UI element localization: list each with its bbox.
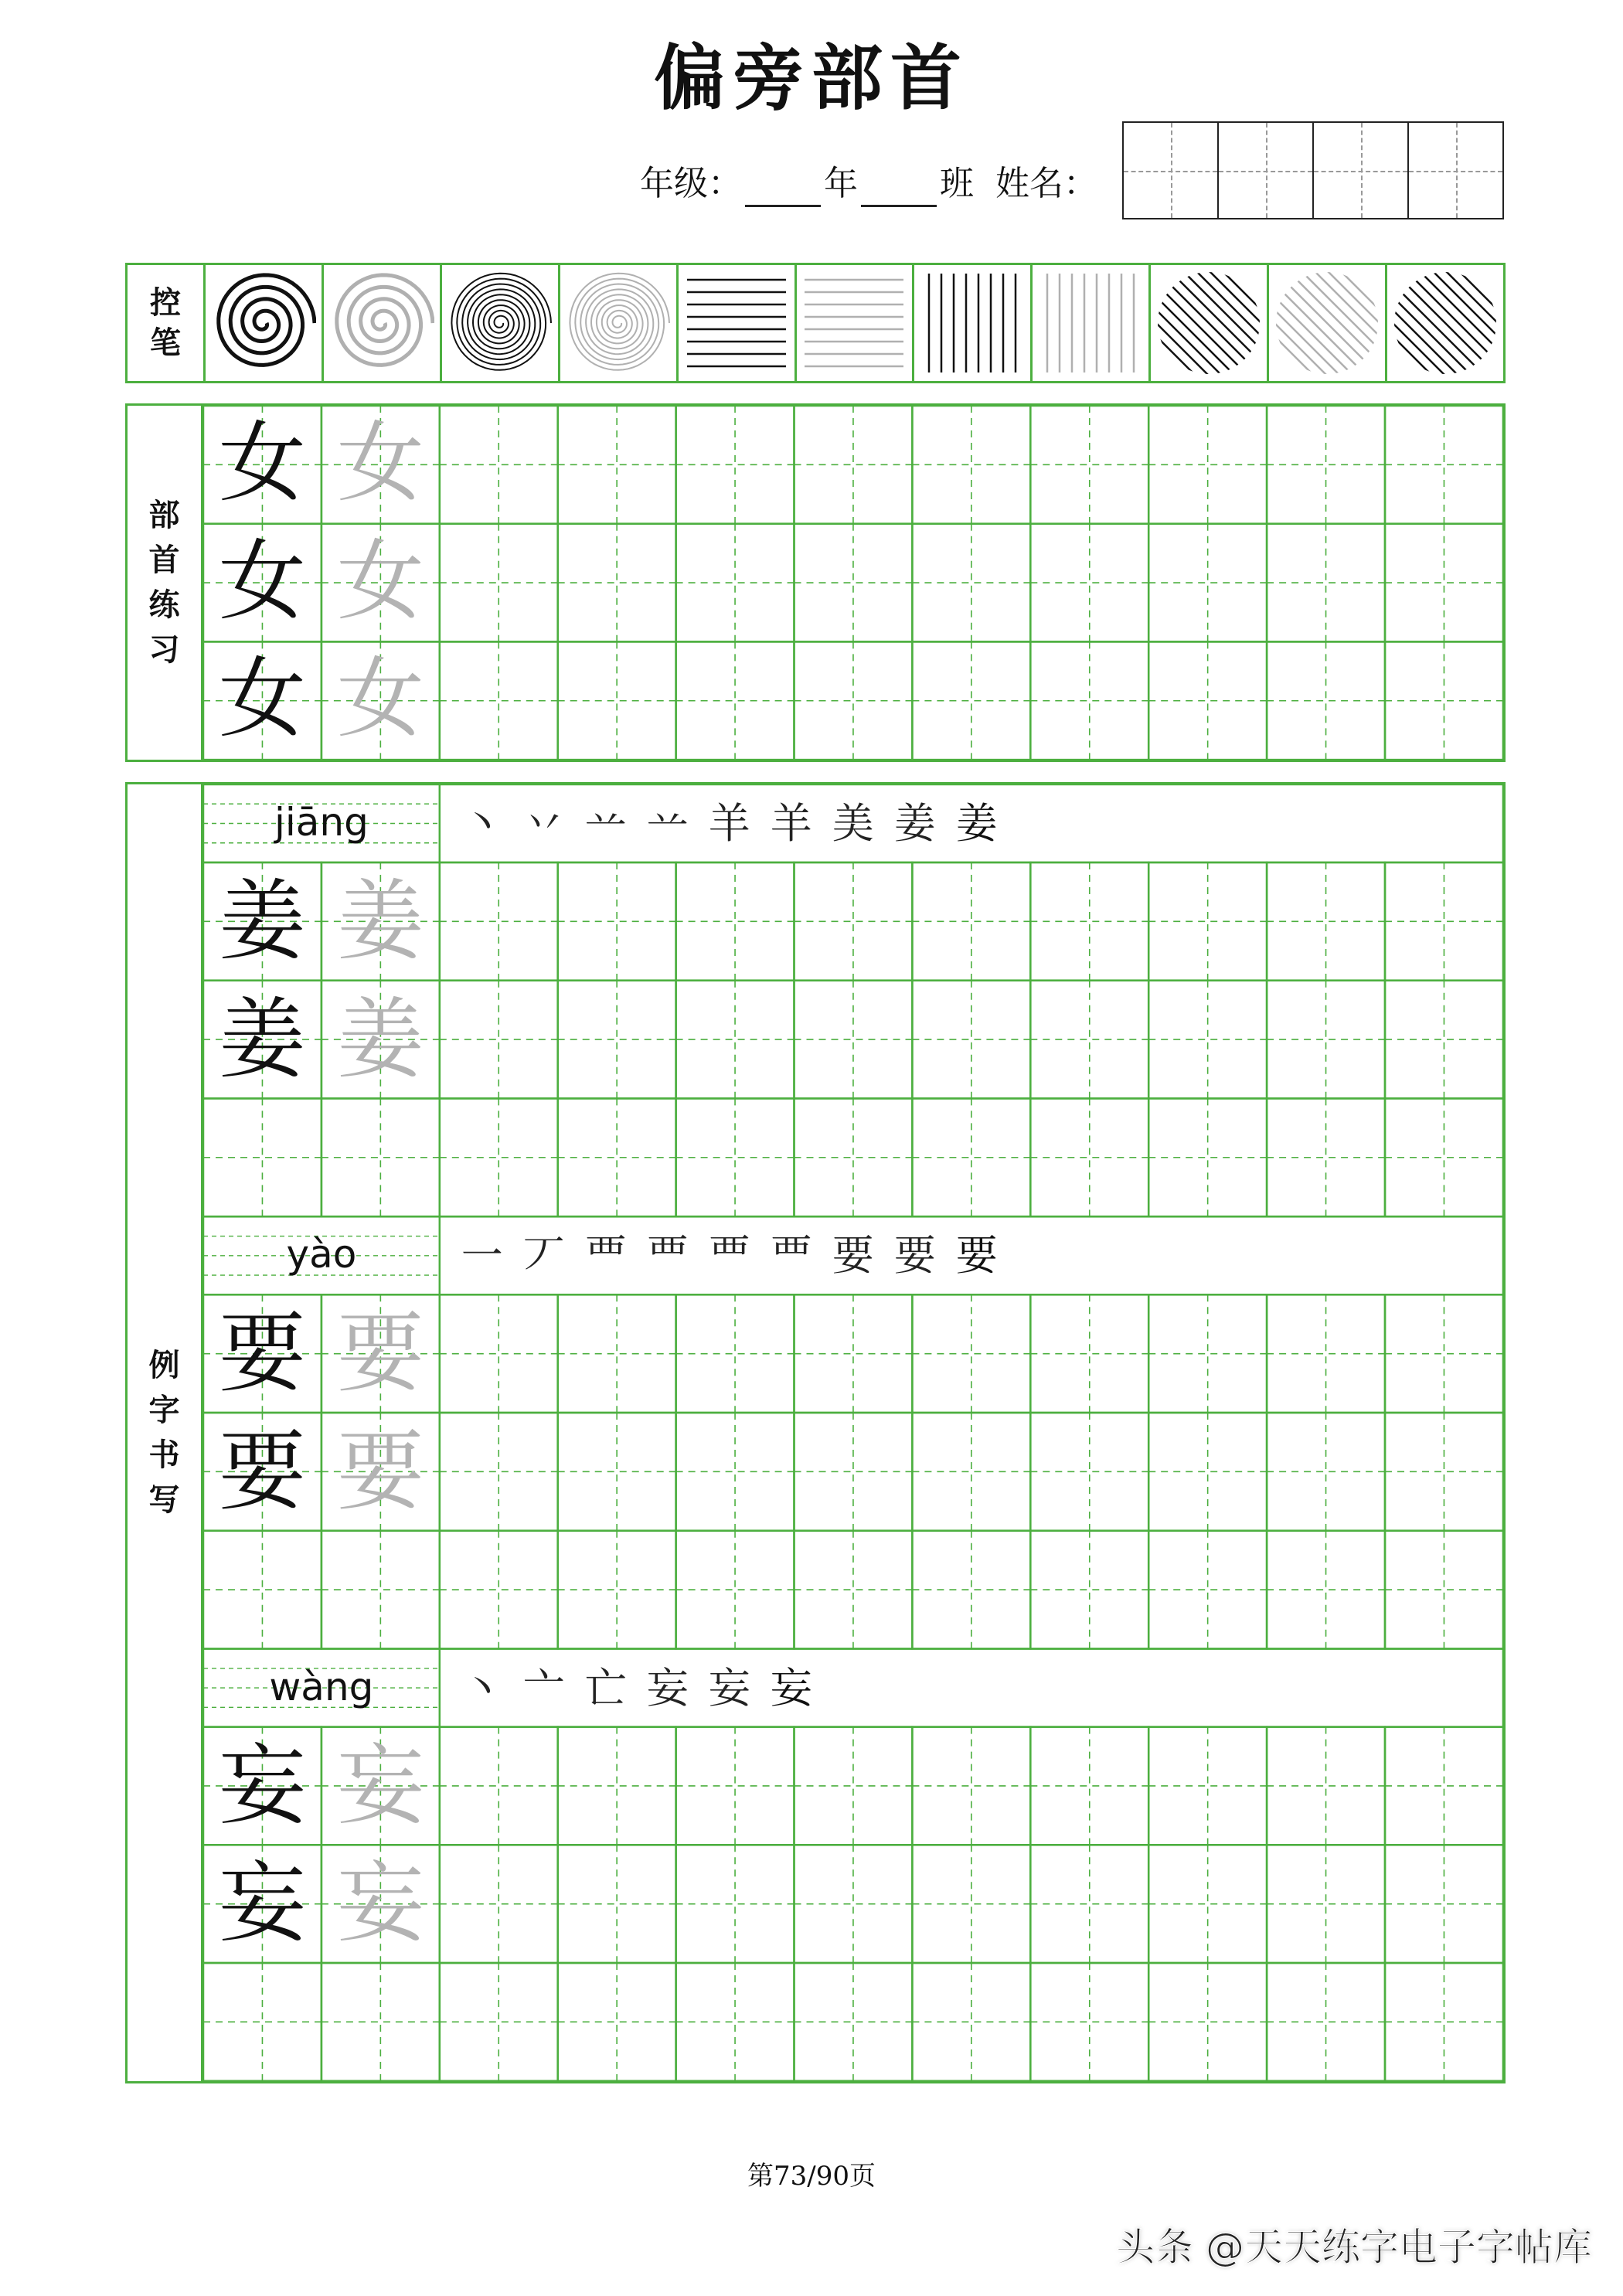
label-char: 首 [148, 542, 180, 578]
stroke-order-step: 亠 [522, 1663, 565, 1713]
stroke-order-step: 覀 [646, 1231, 689, 1281]
stroke-order-step: 覀 [708, 1231, 750, 1281]
pattern-spiral-thick-gray [324, 265, 442, 381]
pattern-spiral-thick-black [206, 265, 324, 381]
radical-practice-section [125, 403, 1506, 762]
label-char: 写 [148, 1481, 180, 1518]
radical-trace-char: 女 [336, 529, 424, 632]
stroke-order-step: 一 [461, 1231, 503, 1281]
trace-char: 要 [336, 1420, 424, 1522]
watermark: 头条 @天天练字电子字帖库 [1116, 2225, 1592, 2270]
label-char: 练 [148, 587, 180, 623]
pattern-spiral-thin-gray [560, 265, 679, 381]
radical-trace-char: 女 [336, 412, 424, 514]
stroke-order-step: 覀 [584, 1231, 627, 1281]
pattern-vertical-lines-gray [1033, 265, 1151, 381]
pen-control-label [128, 265, 206, 381]
trace-char: 要 [336, 1302, 424, 1405]
stroke-order-step: 妄 [708, 1663, 750, 1713]
grade-label: 年级： [640, 164, 742, 203]
stroke-order-step: 羊 [708, 799, 750, 848]
name-box[interactable] [1124, 123, 1219, 218]
label-char: 控 [150, 284, 181, 321]
model-char: 姜 [218, 988, 306, 1090]
label-char: 书 [148, 1437, 180, 1473]
name-box[interactable] [1314, 123, 1409, 218]
stroke-order-step: 姜 [955, 799, 998, 848]
stroke-order-step: 羊 [770, 799, 812, 848]
label-char: 笔 [150, 325, 181, 361]
trace-char: 姜 [336, 988, 424, 1090]
page-number: 第73/90页 [747, 2161, 876, 2192]
pattern-diagonal-lines-gray [1269, 265, 1387, 381]
class-blank[interactable] [861, 171, 937, 207]
example-writing-section [125, 782, 1506, 2083]
stroke-order-step: 丷 [522, 799, 565, 848]
name-boxes[interactable] [1122, 121, 1504, 219]
grade-blank[interactable] [745, 171, 821, 207]
trace-char: 妄 [336, 1734, 424, 1837]
pinyin: yào [286, 1232, 357, 1277]
radical-trace-char: 女 [336, 648, 424, 750]
model-char: 姜 [218, 870, 306, 972]
pinyin: wàng [269, 1664, 374, 1709]
pattern-horizontal-lines-gray [797, 265, 915, 381]
model-char: 妄 [218, 1734, 306, 1837]
radical-model-char: 女 [218, 412, 306, 514]
trace-char: 姜 [336, 870, 424, 972]
trace-char: 妄 [336, 1852, 424, 1955]
name-box[interactable] [1219, 123, 1314, 218]
stroke-order-step: 妄 [770, 1663, 812, 1713]
pattern-diagonal-lines-black [1387, 265, 1503, 381]
pen-control-section [125, 263, 1506, 383]
radical-model-char: 女 [218, 648, 306, 750]
pattern-horizontal-lines-black [679, 265, 797, 381]
model-char: 妄 [218, 1852, 306, 1955]
stroke-order-step: 美 [832, 799, 874, 848]
stroke-order-step: 姜 [893, 799, 936, 848]
stroke-order-step: 丶 [461, 799, 503, 848]
label-char: 例 [148, 1347, 180, 1383]
stroke-order-step: 覀 [770, 1231, 812, 1281]
pinyin: jiāng [274, 800, 369, 845]
stroke-order-step: 要 [955, 1231, 998, 1281]
radical-model-char: 女 [218, 529, 306, 632]
name-label: 姓名： [995, 164, 1097, 203]
stroke-order-step: 要 [893, 1231, 936, 1281]
pattern-diagonal-lines-black [1151, 265, 1269, 381]
stroke-order-step: 丶 [461, 1663, 503, 1713]
pattern-spiral-thin-black [442, 265, 560, 381]
label-char: 习 [148, 631, 180, 668]
label-char: 部 [148, 497, 180, 533]
example-writing-label [128, 784, 203, 2081]
pattern-vertical-lines-black [914, 265, 1033, 381]
page-title: 偏旁部首 [653, 36, 969, 120]
class-label: 班 [940, 164, 974, 203]
student-info [640, 161, 1097, 207]
stroke-order-step: 亡 [584, 1663, 627, 1713]
stroke-order-step: 䒑 [646, 799, 689, 848]
stroke-order-step: 要 [832, 1231, 874, 1281]
name-box[interactable] [1409, 123, 1502, 218]
year-label: 年 [824, 164, 858, 203]
model-char: 要 [218, 1302, 306, 1405]
radical-practice-label [128, 406, 203, 760]
label-char: 字 [148, 1392, 180, 1428]
stroke-order-step: 丆 [522, 1231, 565, 1281]
stroke-order-step: 妄 [646, 1663, 689, 1713]
stroke-order-step: 䒑 [584, 799, 627, 848]
model-char: 要 [218, 1420, 306, 1522]
